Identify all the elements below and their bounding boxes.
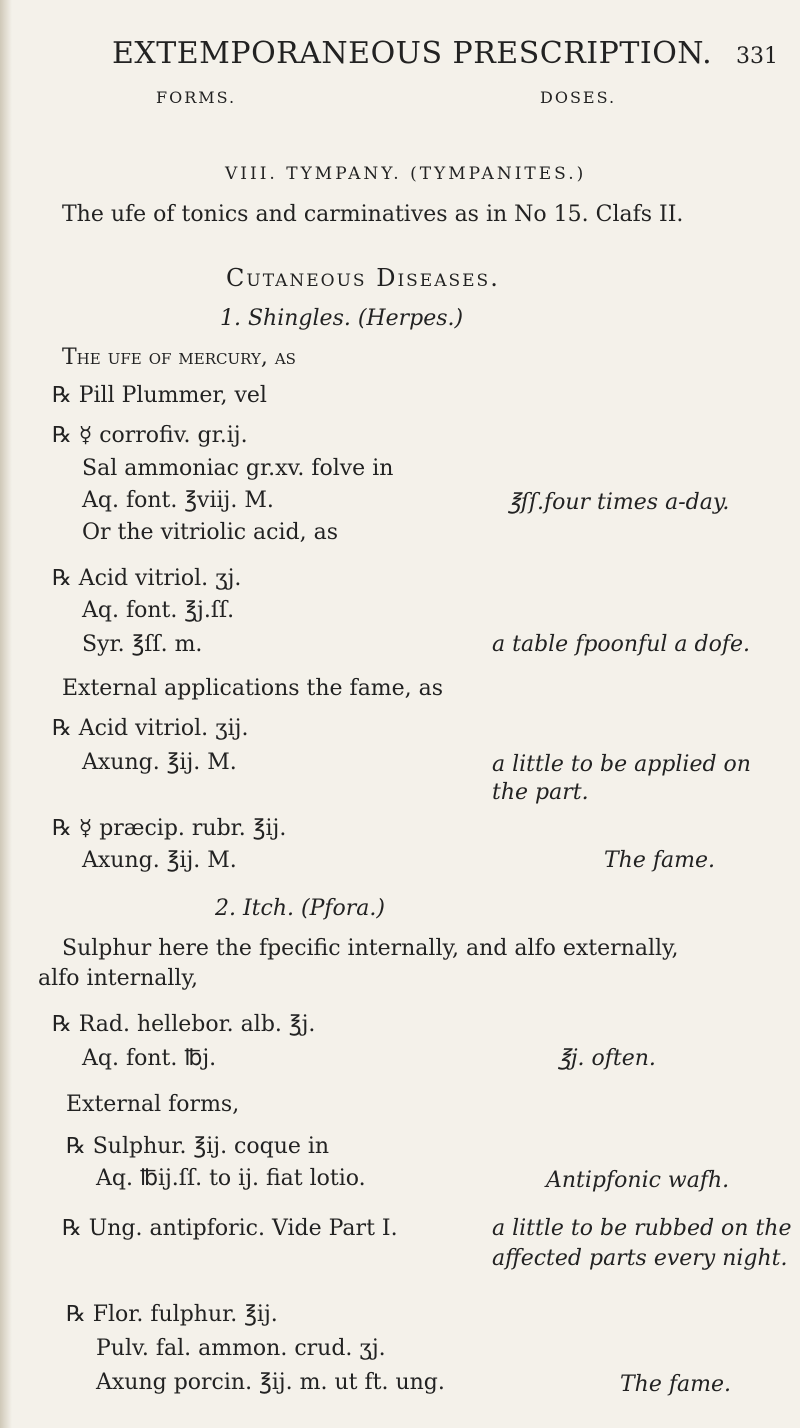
rx-precipitate-line1: ℞ ☿ præcip. rubr. ℥ij.: [52, 816, 287, 841]
dose-vitriol: a table fpoonful a dofe.: [492, 632, 751, 657]
rx-flor-sulphur-line3: Axung porcin. ℥ij. m. ut ft. ung.: [96, 1370, 445, 1395]
dose-precipitate: The fame.: [604, 848, 715, 873]
shingles-intro: The ufe of mercury, as: [62, 345, 296, 370]
dose-flor-sulphur: The fame.: [620, 1372, 731, 1397]
rx-sulphur-wash-line2: Aq. ℔ij.ſſ. to ij. fiat lotio.: [96, 1166, 366, 1191]
section-heading-tympany: VIII. TYMPANY. (TYMPANITES.): [225, 164, 587, 184]
subheading-itch: 2. Itch. (Pfora.): [215, 896, 385, 921]
page-number: 331: [736, 44, 778, 69]
itch-intro-line2: alfo internally,: [38, 966, 198, 991]
rx-vitriol-line1: ℞ Acid vitriol. ʒj.: [52, 566, 242, 591]
rx-flor-sulphur-line2: Pulv. fal. ammon. crud. ʒj.: [96, 1336, 386, 1361]
page-edge-shadow: [0, 0, 12, 1428]
rx-vitriol-line3: Syr. ℥ſſ. m.: [82, 632, 203, 657]
dose-ung-line1: a little to be rubbed on the: [492, 1216, 792, 1241]
or-vitriolic-line: Or the vitriolic acid, as: [82, 520, 339, 545]
rx-vitriol-ointment-line2: Axung. ℥ij. M.: [82, 750, 237, 775]
section-heading-cutaneous: Cutaneous Diseases.: [226, 264, 500, 292]
rx-corrosive-line1: ℞ ☿ corrofiv. gr.ij.: [52, 423, 248, 448]
itch-intro-line1: Sulphur here the fpecific internally, and alfo externally,: [62, 936, 679, 961]
dose-vitriol-ointment-line1: a little to be applied on: [492, 752, 751, 777]
rx-corrosive-line2: Sal ammoniac gr.xv. folve in: [82, 456, 394, 481]
running-title: EXTEMPORANEOUS PRESCRIPTION.: [112, 36, 713, 71]
dose-corrosive: ℥ſſ.four times a-day.: [508, 490, 730, 515]
rx-pill-plummer: ℞ Pill Plummer, vel: [52, 383, 267, 408]
rx-ung-antipsoric: ℞ Ung. antipforic. Vide Part I.: [62, 1216, 398, 1241]
dose-sulphur-wash: Antipfonic wafh.: [546, 1168, 730, 1193]
dose-ung-line2: affected parts every night.: [492, 1246, 788, 1271]
rx-corrosive-line3: Aq. font. ℥viij. M.: [82, 488, 274, 513]
rx-vitriol-line2: Aq. font. ℥j.ſſ.: [82, 598, 235, 623]
column-doses-label: DOSES.: [540, 88, 617, 107]
rx-hellebore-line2: Aq. font. ℔j.: [82, 1046, 217, 1071]
rx-sulphur-wash-line1: ℞ Sulphur. ℥ij. coque in: [66, 1134, 330, 1159]
rx-hellebore-line1: ℞ Rad. hellebor. alb. ℥j.: [52, 1012, 316, 1037]
rx-vitriol-ointment-line1: ℞ Acid vitriol. ʒij.: [52, 716, 249, 741]
external-forms: External forms,: [66, 1092, 240, 1117]
rx-precipitate-line2: Axung. ℥ij. M.: [82, 848, 237, 873]
dose-vitriol-ointment-line2: the part.: [492, 780, 589, 805]
column-forms-label: FORMS.: [156, 88, 237, 107]
tympany-text: The ufe of tonics and carminatives as in No 15. Clafs II.: [62, 202, 684, 227]
dose-hellebore: ℥j. often.: [558, 1046, 656, 1071]
subheading-shingles: 1. Shingles. (Herpes.): [220, 306, 464, 331]
rx-flor-sulphur-line1: ℞ Flor. fulphur. ℥ij.: [66, 1302, 278, 1327]
external-applications: External applications the fame, as: [62, 676, 444, 701]
